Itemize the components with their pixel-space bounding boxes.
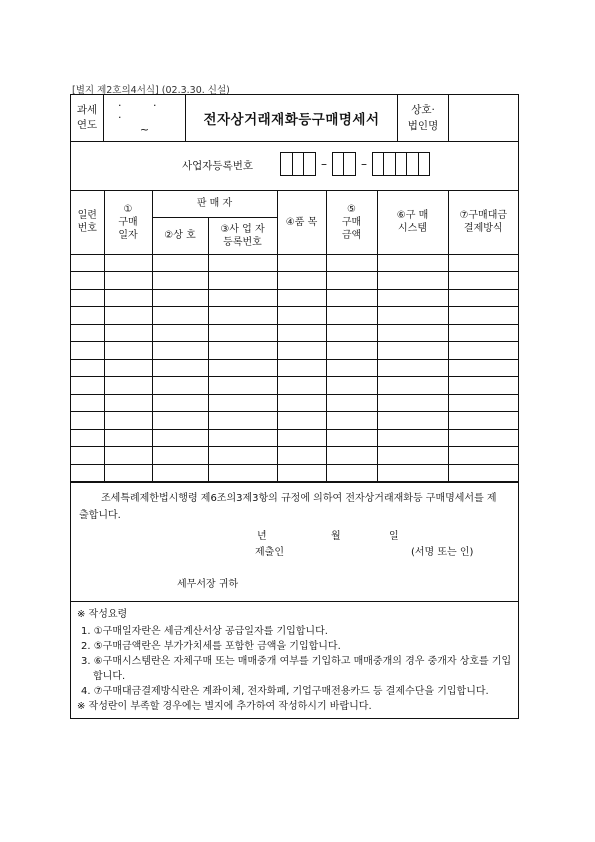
table-cell[interactable] bbox=[377, 324, 448, 342]
table-cell[interactable] bbox=[277, 289, 326, 307]
instructions-footer: ※ 작성란이 부족할 경우에는 별지에 추가하여 작성하시기 바랍니다. bbox=[77, 701, 372, 712]
table-row bbox=[71, 254, 518, 272]
table-cell[interactable] bbox=[104, 377, 152, 395]
col-payment-line1: ⑦구매대금 bbox=[459, 210, 508, 222]
table-header-row bbox=[71, 191, 518, 217]
table-row bbox=[71, 342, 518, 360]
table-cell[interactable] bbox=[104, 289, 152, 307]
col-seller-reg-line1: ③사 업 자 bbox=[220, 223, 265, 235]
table-cell[interactable] bbox=[377, 254, 448, 272]
table-cell[interactable] bbox=[277, 464, 326, 482]
table-row bbox=[71, 412, 518, 430]
table-cell[interactable] bbox=[71, 254, 104, 272]
table-cell[interactable] bbox=[377, 394, 448, 412]
table-cell[interactable] bbox=[326, 447, 377, 465]
col-seller-reg-header bbox=[208, 217, 277, 254]
table-cell[interactable] bbox=[277, 429, 326, 447]
col-system-line2: 시스템 bbox=[398, 223, 427, 235]
table-cell[interactable] bbox=[448, 394, 518, 412]
col-seller-reg-line2: 등록번호 bbox=[223, 236, 262, 248]
col-amount-line2: 금액 bbox=[341, 229, 362, 241]
table-cell[interactable] bbox=[377, 464, 448, 482]
table-cell[interactable] bbox=[71, 272, 104, 290]
table-row bbox=[71, 394, 518, 412]
tax-year-label-line1: 과세 bbox=[76, 104, 98, 116]
date-year-label: 년 bbox=[257, 531, 267, 542]
col-amount-number: ⑤ bbox=[347, 203, 356, 215]
company-name-label-line1: 상호· bbox=[411, 104, 435, 116]
table-cell[interactable] bbox=[277, 272, 326, 290]
col-payment-line2: 결제방식 bbox=[463, 223, 503, 235]
table-cell[interactable] bbox=[208, 377, 277, 395]
table-cell[interactable] bbox=[152, 394, 208, 412]
table-cell[interactable] bbox=[104, 254, 152, 272]
table-cell[interactable] bbox=[448, 289, 518, 307]
purchase-statement-form bbox=[70, 94, 519, 719]
table-cell[interactable] bbox=[448, 342, 518, 360]
table-row bbox=[71, 429, 518, 447]
table-body bbox=[71, 254, 518, 482]
col-seller-name-header: ②상 호 bbox=[152, 217, 208, 254]
table-cell[interactable] bbox=[326, 359, 377, 377]
table-cell[interactable] bbox=[104, 272, 152, 290]
table-cell[interactable] bbox=[152, 359, 208, 377]
table-cell[interactable] bbox=[71, 342, 104, 360]
table-cell[interactable] bbox=[377, 412, 448, 430]
instruction-item: 2. ⑤구매금액란은 부가가치세를 포함한 금액을 기입합니다. bbox=[81, 641, 341, 652]
table-cell[interactable] bbox=[71, 447, 104, 465]
table-cell[interactable] bbox=[152, 342, 208, 360]
table-cell[interactable] bbox=[326, 272, 377, 290]
table-cell[interactable] bbox=[208, 447, 277, 465]
table-cell[interactable] bbox=[448, 377, 518, 395]
table-cell[interactable] bbox=[277, 447, 326, 465]
table-cell[interactable] bbox=[448, 254, 518, 272]
company-name-label bbox=[398, 95, 449, 141]
registration-row bbox=[71, 142, 518, 191]
table-row bbox=[71, 289, 518, 307]
table-cell[interactable] bbox=[377, 359, 448, 377]
table-cell[interactable] bbox=[152, 429, 208, 447]
col-date-number: ① bbox=[123, 203, 133, 215]
table-cell[interactable] bbox=[104, 412, 152, 430]
table-cell[interactable] bbox=[71, 289, 104, 307]
table-cell[interactable] bbox=[448, 464, 518, 482]
declaration-text: 조세특례제한법시행령 제6조의3제3항의 규정에 의하여 전자상거래재화등 구매명세서를 제출합니다. bbox=[79, 493, 497, 521]
form-number-note: [별지 제2호의4서식] (02.3.30. 신설) bbox=[72, 85, 230, 96]
col-date-line2: 일자 bbox=[118, 229, 138, 241]
table-cell[interactable] bbox=[277, 307, 326, 325]
date-day-label: 일 bbox=[389, 531, 399, 542]
reg-digit-box[interactable] bbox=[343, 152, 356, 176]
table-cell[interactable] bbox=[277, 342, 326, 360]
table-cell[interactable] bbox=[71, 324, 104, 342]
tax-year-field[interactable] bbox=[104, 95, 186, 141]
table-cell[interactable] bbox=[152, 447, 208, 465]
table-cell[interactable] bbox=[152, 307, 208, 325]
table-cell[interactable] bbox=[448, 412, 518, 430]
tax-year-label bbox=[71, 95, 104, 141]
table-cell[interactable] bbox=[208, 324, 277, 342]
table-row bbox=[71, 272, 518, 290]
table-cell[interactable] bbox=[152, 272, 208, 290]
table-cell[interactable] bbox=[71, 429, 104, 447]
instruction-item: 3. ⑥구매시스템란은 자체구매 또는 매매중개 여부를 기입하고 매매중개의 경우 중개자 상호를 기입합니다. bbox=[81, 656, 512, 682]
table-cell[interactable] bbox=[448, 447, 518, 465]
table-row bbox=[71, 447, 518, 465]
table-cell[interactable] bbox=[377, 272, 448, 290]
tax-year-label-line2: 연도 bbox=[76, 119, 98, 131]
table-cell[interactable] bbox=[277, 324, 326, 342]
table-cell[interactable] bbox=[104, 307, 152, 325]
table-cell[interactable] bbox=[448, 272, 518, 290]
table-cell[interactable] bbox=[326, 289, 377, 307]
col-serial-header bbox=[71, 191, 104, 254]
table-cell[interactable] bbox=[104, 447, 152, 465]
table-cell[interactable] bbox=[104, 394, 152, 412]
table-cell[interactable] bbox=[208, 342, 277, 360]
form-header-row bbox=[71, 95, 518, 142]
purchase-table bbox=[71, 191, 518, 482]
table-cell[interactable] bbox=[71, 394, 104, 412]
table-cell[interactable] bbox=[104, 324, 152, 342]
table-cell[interactable] bbox=[208, 394, 277, 412]
table-cell[interactable] bbox=[208, 412, 277, 430]
col-serial-line1: 일련 bbox=[77, 210, 97, 222]
reg-digit-box[interactable] bbox=[303, 152, 316, 176]
table-cell[interactable] bbox=[208, 272, 277, 290]
table-cell[interactable] bbox=[448, 324, 518, 342]
col-seller-header: 판 매 자 bbox=[152, 191, 277, 217]
col-date-header bbox=[104, 191, 152, 254]
table-cell[interactable] bbox=[152, 289, 208, 307]
tax-year-dots: · · · bbox=[118, 99, 171, 124]
table-cell[interactable] bbox=[448, 429, 518, 447]
company-name-field[interactable] bbox=[449, 95, 518, 141]
col-amount-line1: 구매 bbox=[341, 216, 362, 228]
table-row bbox=[71, 464, 518, 482]
date-month-label: 월 bbox=[331, 531, 341, 542]
table-cell[interactable] bbox=[326, 429, 377, 447]
table-row bbox=[71, 377, 518, 395]
instructions-section bbox=[71, 602, 518, 718]
table-cell[interactable] bbox=[208, 289, 277, 307]
reg-dash: – bbox=[321, 157, 327, 171]
reg-digit-box[interactable] bbox=[418, 152, 431, 176]
col-amount-header bbox=[326, 191, 377, 254]
table-cell[interactable] bbox=[377, 447, 448, 465]
table-cell[interactable] bbox=[71, 412, 104, 430]
table-cell[interactable] bbox=[152, 377, 208, 395]
table-cell[interactable] bbox=[208, 307, 277, 325]
table-cell[interactable] bbox=[152, 254, 208, 272]
col-serial-line2: 번호 bbox=[77, 223, 97, 235]
table-cell[interactable] bbox=[448, 359, 518, 377]
table-cell[interactable] bbox=[152, 412, 208, 430]
form-title: 전자상거래재화등구매명세서 bbox=[186, 95, 398, 141]
table-cell[interactable] bbox=[377, 429, 448, 447]
table-cell[interactable] bbox=[326, 377, 377, 395]
table-cell[interactable] bbox=[208, 429, 277, 447]
instruction-item: 4. ⑦구매대금결제방식란은 계좌이체, 전자화폐, 기업구매전용카드 등 결제수단을 기입합니다. bbox=[81, 686, 489, 697]
registration-number-boxes bbox=[280, 152, 430, 176]
table-cell[interactable] bbox=[71, 464, 104, 482]
table-cell[interactable] bbox=[326, 307, 377, 325]
table-cell[interactable] bbox=[104, 464, 152, 482]
table-cell[interactable] bbox=[326, 412, 377, 430]
table-cell[interactable] bbox=[326, 324, 377, 342]
instructions-title: ※ 작성요령 bbox=[77, 609, 128, 620]
company-name-label-line2: 법인명 bbox=[407, 120, 439, 132]
col-system-header bbox=[377, 191, 448, 254]
table-cell[interactable] bbox=[152, 464, 208, 482]
instruction-item: 1. ①구매일자란은 세금계산서상 공급일자를 기입합니다. bbox=[81, 626, 328, 637]
table-cell[interactable] bbox=[208, 254, 277, 272]
table-cell[interactable] bbox=[448, 307, 518, 325]
col-payment-header bbox=[448, 191, 518, 254]
table-cell[interactable] bbox=[277, 377, 326, 395]
table-cell[interactable] bbox=[326, 464, 377, 482]
table-cell[interactable] bbox=[208, 359, 277, 377]
table-cell[interactable] bbox=[377, 377, 448, 395]
submitter-label: 제출인 bbox=[255, 547, 284, 558]
col-date-line1: 구매 bbox=[118, 216, 138, 228]
table-cell[interactable] bbox=[71, 377, 104, 395]
table-row bbox=[71, 307, 518, 325]
table-cell[interactable] bbox=[277, 412, 326, 430]
table-cell[interactable] bbox=[326, 394, 377, 412]
table-row bbox=[71, 359, 518, 377]
table-row bbox=[71, 324, 518, 342]
table-cell[interactable] bbox=[277, 254, 326, 272]
table-cell[interactable] bbox=[277, 394, 326, 412]
col-system-line1: ⑥구 매 bbox=[396, 210, 429, 222]
table-cell[interactable] bbox=[104, 342, 152, 360]
table-cell[interactable] bbox=[71, 307, 104, 325]
table-cell[interactable] bbox=[104, 429, 152, 447]
table-cell[interactable] bbox=[104, 359, 152, 377]
tax-office-addressee: 세무서장 귀하 bbox=[177, 579, 239, 590]
table-cell[interactable] bbox=[377, 289, 448, 307]
table-cell[interactable] bbox=[377, 307, 448, 325]
col-item-header: ④품 목 bbox=[277, 191, 326, 254]
table-cell[interactable] bbox=[326, 342, 377, 360]
reg-dash: – bbox=[361, 157, 367, 171]
table-cell[interactable] bbox=[326, 254, 377, 272]
declaration-section bbox=[71, 482, 518, 602]
table-cell[interactable] bbox=[377, 342, 448, 360]
table-cell[interactable] bbox=[208, 464, 277, 482]
table-cell[interactable] bbox=[71, 359, 104, 377]
table-cell[interactable] bbox=[277, 359, 326, 377]
registration-number-label: 사업자등록번호 bbox=[182, 160, 254, 172]
tax-year-tilde: ~ bbox=[139, 123, 150, 136]
signature-label: (서명 또는 인) bbox=[411, 547, 474, 558]
table-cell[interactable] bbox=[152, 324, 208, 342]
